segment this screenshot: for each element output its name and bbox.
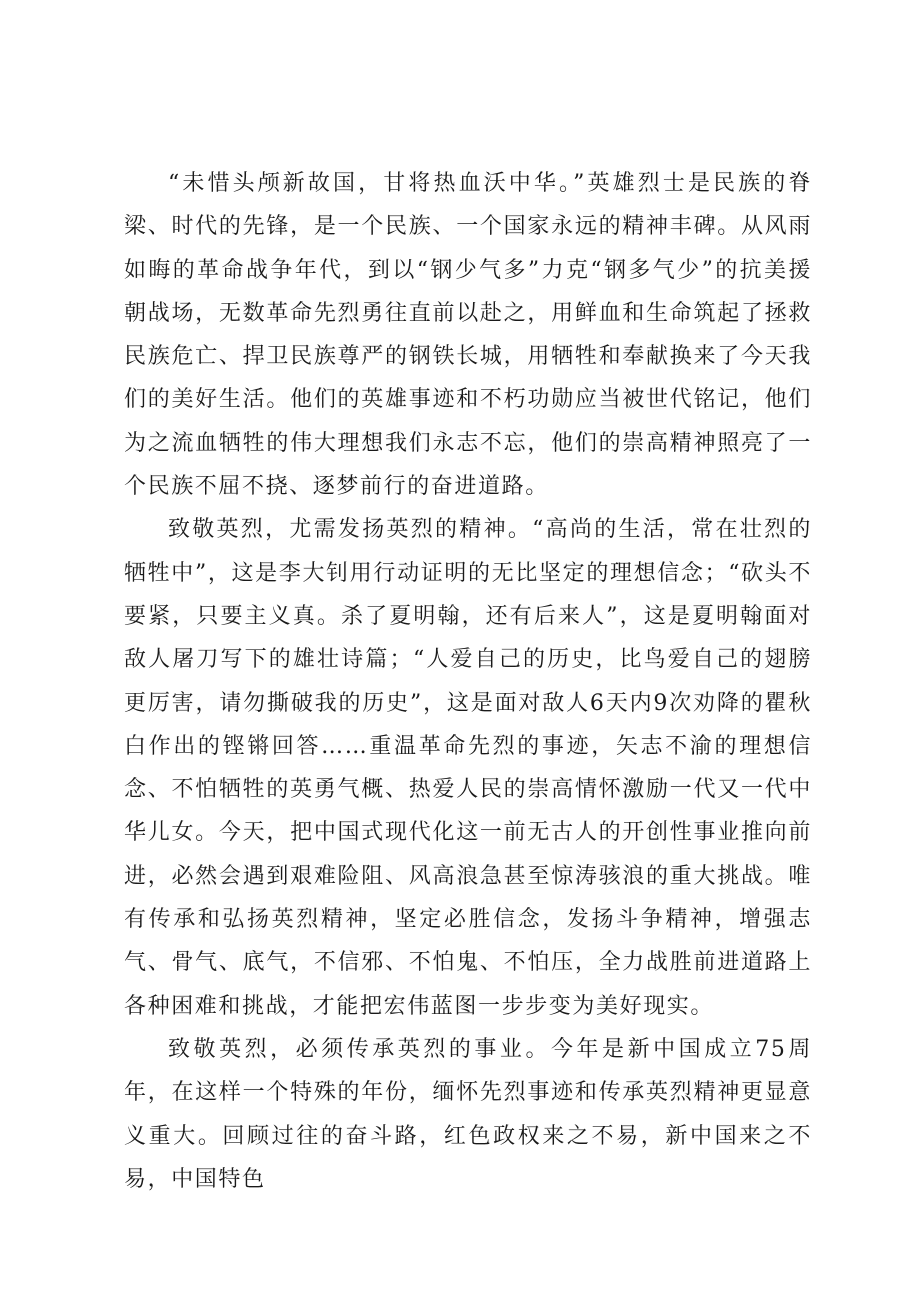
paragraph-inherit-cause: 致敬英烈，必须传承英烈的事业。今年是新中国成立75周年，在这样一个特殊的年份，缅怀先烈事迹和传承英烈精神更显意义重大。回顾过往的奋斗路，红色政权来之不易，新中国来之不易，中国特色 (124, 1036, 812, 1192)
paragraph-heroes-legacy: “未惜头颅新故国，甘将热血沃中华。”英雄烈士是民族的脊梁、时代的先锋，是一个民族、一个国家永远的精神丰碑。从风雨如晦的革命战争年代，到以“钢少气多”力克“钢多气少”的抗美援朝战场，无数革命先烈勇往直前以赴之，用鲜血和生命筑起了拯救民族危亡、捍卫民族尊严的钢铁长城，用牺牲和奉献换来了今天我们的美好生活。他们的英雄事迹和不朽功勋应当被世代铭记，他们为之流血牺牲的伟大理想我们永志不忘，他们的崇高精神照亮了一个民族不屈不挠、逐梦前行的奋进道路。 (124, 171, 812, 500)
paragraph-carry-forward-spirit: 致敬英烈，尤需发扬英烈的精神。“高尚的生活，常在壮烈的牺牲中”，这是李大钊用行动证明的无比坚定的理想信念；“砍头不要紧，只要主义真。杀了夏明翰，还有后来人”，这是夏明翰面对敌人屠刀写下的雄壮诗篇；“人爱自己的历史，比鸟爱自己的翅膀更厉害，请勿撕破我的历史”，这是面对敌人6天内9次劝降的瞿秋白作出的铿锵回答……重温革命先烈的事迹，矢志不渝的理想信念、不怕牺牲的英勇气概、热爱人民的崇高情怀激励一代又一代中华儿女。今天，把中国式现代化这一前无古人的开创性事业推向前进，必然会遇到艰难险阻、风高浪急甚至惊涛骇浪的重大挑战。唯有传承和弘扬英烈精神，坚定必胜信念，发扬斗争精神，增强志气、骨气、底气，不信邪、不怕鬼、不怕压，全力战胜前进道路上各种困难和挑战，才能把宏伟蓝图一步步变为美好现实。 (124, 517, 812, 1019)
document-body (124, 162, 812, 1201)
